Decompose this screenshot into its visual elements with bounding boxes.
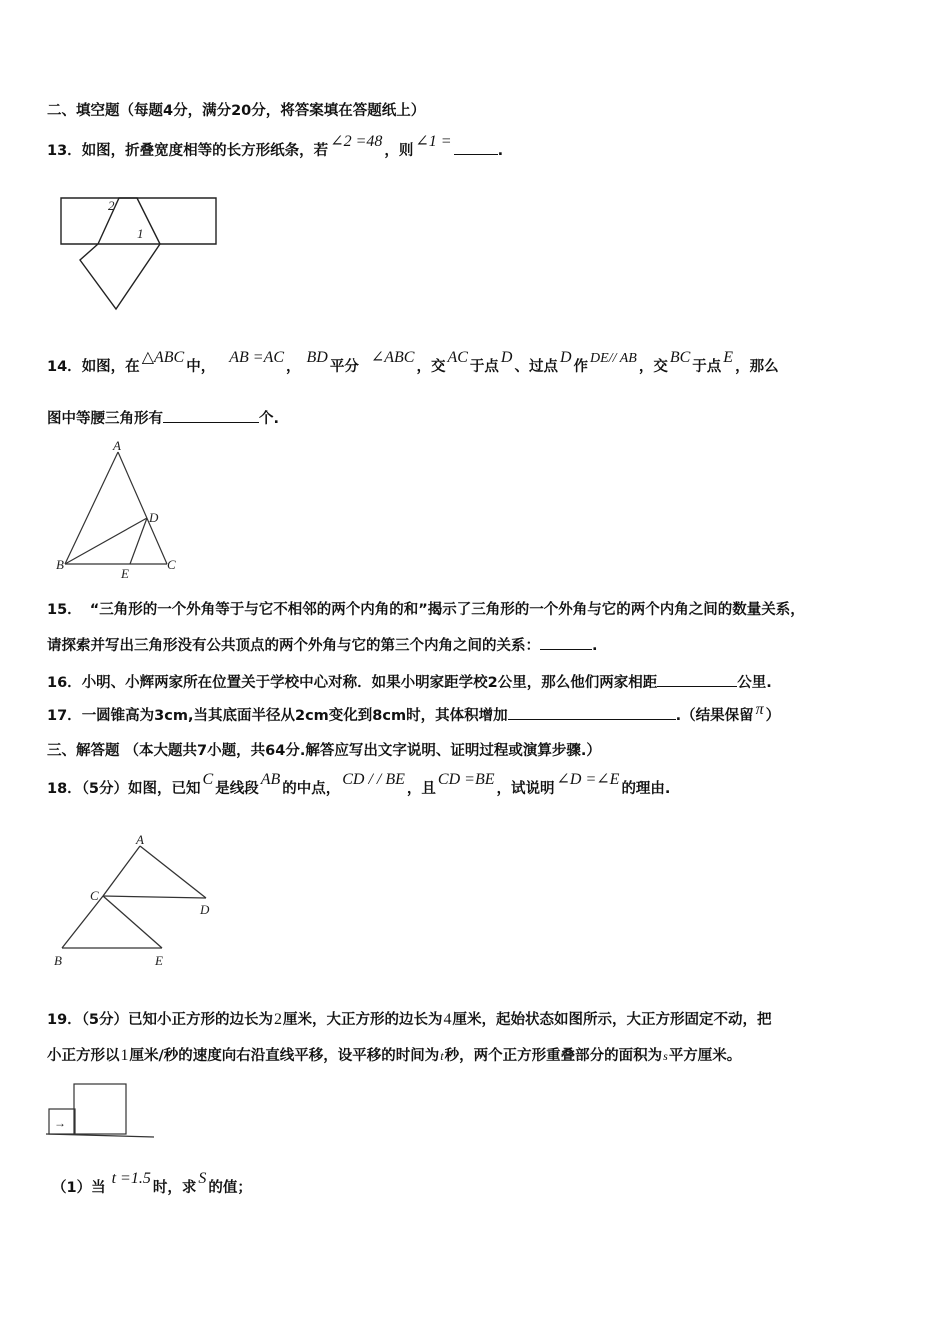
- question-16-text: [47, 672, 772, 693]
- answer-blank: [508, 705, 676, 720]
- q14-text: 作: [573, 359, 589, 375]
- label-angle-2: 2: [108, 198, 115, 213]
- q16-text: 小明、小辉两家所在位置关于学校中心对称．如果小明家距学校2公里，那么他们两家相距: [81, 675, 658, 691]
- q19-math: S: [198, 1170, 207, 1187]
- q14-text: ，: [286, 359, 301, 375]
- vertex-E-label: E: [155, 953, 163, 968]
- q13-folded-strip-figure: [55, 190, 225, 320]
- q15-text: “三角形的一个外角等于与它不相邻的两个内角的和”揭示了三角形的一个外角与它的两个内角之间的数量关系，: [89, 602, 805, 618]
- q14-text: 于点: [692, 359, 722, 375]
- q19-sub-text: 时，求: [152, 1180, 197, 1196]
- q19-math: 2: [274, 1011, 283, 1028]
- segment-CE: [103, 896, 162, 948]
- q14-math: E: [723, 349, 734, 366]
- vertex-A-label: A: [113, 438, 121, 453]
- q18-text: 的理由.: [621, 781, 671, 797]
- segment-CB: [62, 896, 103, 948]
- question-14-line-2: [47, 408, 279, 429]
- q18-math: ∠D =∠E: [556, 771, 620, 788]
- q14-triangle-figure: [55, 440, 185, 580]
- q19-squares-figure: [44, 1082, 164, 1144]
- q14-math: BC: [669, 349, 691, 366]
- vertex-E-label: E: [121, 566, 129, 581]
- large-square: [74, 1084, 126, 1134]
- q16-unit: 公里.: [737, 675, 772, 691]
- q14-text: 个.: [259, 411, 280, 427]
- q13-text-b: ，则: [384, 143, 414, 159]
- q19-text: （5分）已知小正方形的边长为: [81, 1012, 274, 1028]
- vertex-C-label: C: [167, 557, 176, 572]
- question-15-line-1: [47, 600, 805, 620]
- q18-triangles-figure: [50, 832, 230, 972]
- q17-text: 一圆锥高为3cm,当其底面半径从2cm变化到8cm时，其体积增加: [81, 708, 508, 724]
- segment-CD: [103, 896, 206, 898]
- segment-AD: [140, 846, 206, 898]
- q19-text: 厘米/秒的速度向右沿直线平移，设平移的时间为: [129, 1048, 440, 1064]
- q19-text: 平方厘米。: [668, 1048, 742, 1064]
- question-number: 18．: [47, 781, 82, 797]
- q19-math: t: [440, 1049, 444, 1063]
- question-number: 14．: [47, 359, 82, 375]
- label-angle-1: 1: [137, 226, 144, 241]
- q17-pi: π: [755, 701, 764, 718]
- q14-math: D: [500, 349, 513, 366]
- q14-text: 平分: [329, 359, 359, 375]
- question-13-text: [47, 133, 504, 161]
- q19-math: s: [663, 1049, 668, 1063]
- q18-math: CD / / BE: [342, 771, 405, 788]
- question-number: 15．: [47, 602, 82, 618]
- side-AB: [65, 452, 118, 564]
- q14-math: BD: [306, 349, 328, 366]
- q18-math: AB: [260, 771, 281, 788]
- question-number: 13．: [47, 143, 82, 159]
- q14-math: DE// AB: [590, 351, 637, 366]
- q18-math: CD =BE: [437, 771, 495, 788]
- vertex-D-label: D: [149, 510, 159, 525]
- segment-AC: [103, 846, 140, 896]
- section-3-heading: 三、解答题 （本大题共7小题，共64分.解答应写出文字说明、证明过程或演算步骤.）: [47, 743, 601, 759]
- question-14-text: [47, 349, 779, 378]
- vertex-A-label: A: [136, 832, 144, 847]
- answer-blank: [163, 408, 259, 423]
- q19-text: 秒，两个正方形重叠部分的面积为: [444, 1048, 663, 1064]
- question-15-line-2: [47, 635, 598, 656]
- q15-text: 请探索并写出三角形没有公共顶点的两个外角与它的第三个内角之间的关系：: [47, 638, 540, 654]
- right-arrow-icon: →: [54, 1116, 66, 1130]
- q18-text: 的中点，: [282, 781, 341, 797]
- q14-text: 于点: [469, 359, 499, 375]
- q14-text: ，那么: [735, 359, 779, 375]
- q15-end: .: [592, 638, 598, 654]
- q14-text: ，交: [638, 359, 668, 375]
- answer-blank: [540, 635, 592, 650]
- q14-math: ∠ABC: [370, 349, 415, 366]
- q14-text: 图中等腰三角形有: [47, 411, 163, 427]
- answer-blank: [657, 672, 737, 687]
- q19-math: 1: [120, 1047, 129, 1064]
- q14-text: ，交: [416, 359, 446, 375]
- question-17-text: [47, 701, 781, 726]
- question-19-line-1: [47, 1010, 772, 1030]
- q19-math: t =1.5: [111, 1170, 151, 1187]
- q13-math-angle2: ∠2 =48: [330, 133, 383, 150]
- q17-text: .（结果保留: [675, 708, 754, 724]
- question-number: 16．: [47, 675, 82, 691]
- section-2-heading: 二、填空题（每题4分，满分20分，将答案填在答题纸上）: [47, 103, 426, 119]
- q14-text: 如图，在: [81, 359, 140, 375]
- segment-DE: [130, 518, 147, 564]
- q18-text: ，试说明: [496, 781, 555, 797]
- q19-text: 小正方形以: [47, 1048, 120, 1064]
- answer-blank: [454, 140, 498, 155]
- q14-text: 中，: [186, 359, 216, 375]
- q18-text: 是线段: [215, 781, 259, 797]
- q13-math-angle1: ∠1 =: [415, 133, 452, 150]
- q19-text: 厘米，大正方形的边长为: [283, 1012, 443, 1028]
- q14-math: D: [559, 349, 572, 366]
- q18-math: C: [202, 771, 214, 788]
- strip-fold-bottom: [80, 244, 160, 309]
- side-AC: [118, 452, 167, 564]
- q17-text: ）: [765, 708, 781, 724]
- q18-text: ，且: [406, 781, 436, 797]
- question-19-line-2: [47, 1046, 741, 1066]
- q14-math: △ABC: [141, 349, 185, 366]
- q19-text: 厘米，起始状态如图所示，大正方形固定不动，把: [452, 1012, 772, 1028]
- segment-BD: [65, 518, 147, 564]
- q19-sub-text: （1）当: [52, 1180, 106, 1196]
- q14-text: 、过点: [514, 359, 558, 375]
- q13-text-a: 如图，折叠宽度相等的长方形纸条，若: [81, 143, 329, 159]
- q14-math: AB =AC: [229, 349, 285, 366]
- q19-sub-text: 的值；: [208, 1180, 252, 1196]
- question-number: 19．: [47, 1012, 82, 1028]
- question-19-part-1: [52, 1170, 252, 1198]
- q18-text: （5分）如图，已知: [81, 781, 201, 797]
- vertex-C-label: C: [90, 888, 99, 903]
- q19-math: 4: [443, 1011, 452, 1028]
- vertex-D-label: D: [200, 902, 210, 917]
- q14-math: AC: [447, 349, 468, 366]
- question-18-text: [47, 771, 671, 799]
- q13-end: .: [497, 143, 504, 159]
- question-number: 17．: [47, 708, 82, 724]
- vertex-B-label: B: [54, 953, 62, 968]
- vertex-B-label: B: [56, 557, 64, 572]
